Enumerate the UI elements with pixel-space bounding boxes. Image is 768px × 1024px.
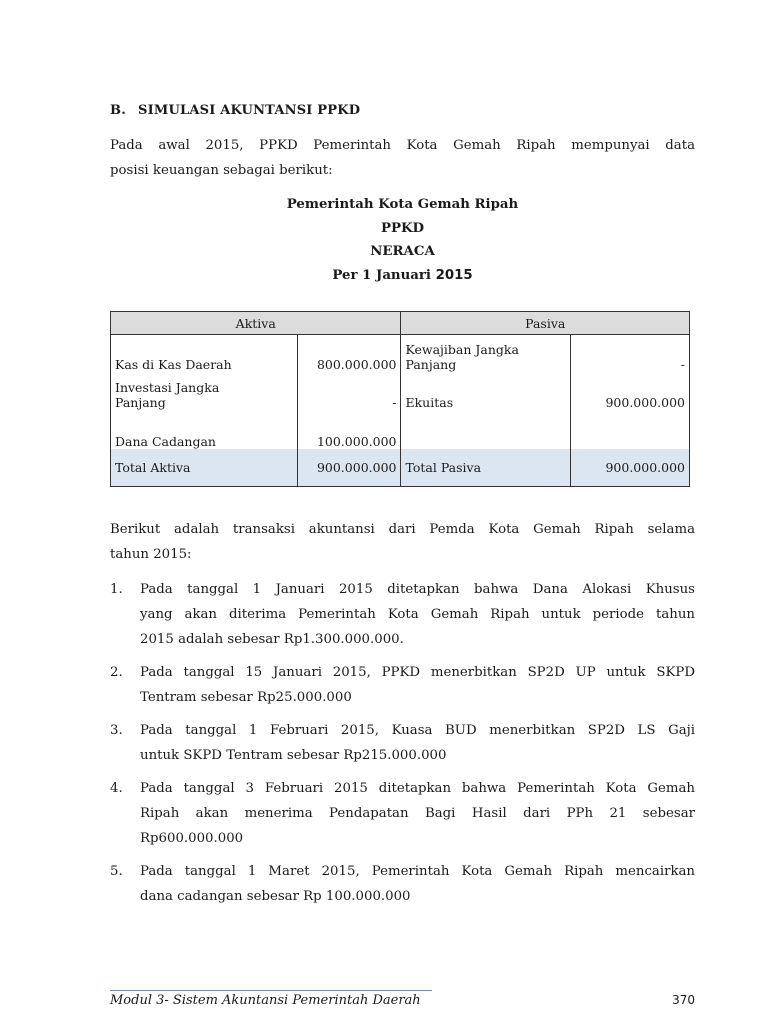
list-line: untuk SKPD Tentram sebesar Rp215.000.000 [140, 748, 447, 763]
aktiva-label-line: Investasi Jangka [115, 380, 220, 395]
list-line: Pada tanggal 3 Februari 2015 ditetapkan bahwa Pemerintah Kota Gemah [140, 781, 695, 796]
statement-date-year: 2015 [435, 267, 473, 283]
section-letter: B. [110, 103, 126, 118]
page-number: 370 [672, 993, 695, 1007]
aktiva-value: 100.000.000 [298, 410, 401, 449]
list-item [110, 660, 695, 710]
statement-unit: PPKD [380, 220, 425, 236]
transactions-intro-line: Berikut adalah transaksi akuntansi dari Pemda Kota Gemah Ripah selama [110, 522, 695, 537]
pasiva-value: 900.000.000 [570, 372, 689, 410]
aktiva-value: 800.000.000 [298, 335, 401, 373]
list-line: Pada tanggal 1 Februari 2015, Kuasa BUD menerbitkan SP2D LS Gaji [140, 723, 695, 738]
total-pasiva-label: Total Pasiva [401, 449, 570, 487]
statement-name: NERACA [370, 244, 435, 259]
section-title: SIMULASI AKUNTANSI PPKD [138, 103, 361, 118]
statement-date-prefix: Per 1 Januari [332, 267, 436, 283]
intro-line: Pada awal 2015, PPKD Pemerintah Kota Gemah Ripah mempunyai data [110, 138, 695, 153]
list-line: Rp600.000.000 [140, 831, 244, 846]
pasiva-label [401, 335, 570, 373]
list-line: yang akan diterima Pemerintah Kota Gemah Ripah untuk periode tahun [140, 607, 695, 622]
header-pasiva: Pasiva [401, 312, 690, 335]
list-number: 2. [110, 665, 123, 680]
list-line: Pada tanggal 15 Januari 2015, PPKD menerbitkan SP2D UP untuk SKPD [140, 665, 695, 680]
list-line: Pada tanggal 1 Januari 2015 ditetapkan bahwa Dana Alokasi Khusus [140, 582, 695, 597]
pasiva-value: - [570, 335, 689, 373]
total-aktiva-label: Total Aktiva [111, 449, 298, 487]
transactions-intro [110, 517, 695, 567]
list-number: 5. [110, 864, 123, 879]
pasiva-label-line: Kewajiban Jangka [405, 342, 519, 357]
footer-divider [110, 990, 432, 991]
list-line: 2015 adalah sebesar Rp1.300.000.000. [140, 632, 404, 647]
intro-paragraph [110, 133, 695, 183]
table-row [111, 410, 690, 449]
list-number: 1. [110, 582, 123, 597]
list-line: dana cadangan sebesar Rp 100.000.000 [140, 889, 411, 904]
transactions-list [110, 577, 695, 917]
section-heading [110, 103, 360, 118]
table-row [111, 372, 690, 410]
pasiva-label-line: Panjang [405, 357, 457, 372]
aktiva-label-line: Panjang [115, 395, 166, 410]
balance-sheet-table [110, 311, 690, 487]
statement-title [110, 193, 695, 287]
table-header-row [111, 312, 690, 335]
statement-entity: Pemerintah Kota Gemah Ripah [286, 197, 519, 212]
pasiva-label [401, 410, 570, 449]
list-item [110, 718, 695, 768]
pasiva-value [570, 410, 689, 449]
list-number: 3. [110, 723, 123, 738]
header-aktiva: Aktiva [111, 312, 401, 335]
list-item [110, 776, 695, 851]
list-line: Pada tanggal 1 Maret 2015, Pemerintah Kota Gemah Ripah mencairkan [140, 864, 695, 879]
total-pasiva-value: 900.000.000 [570, 449, 689, 487]
statement-date [110, 264, 695, 288]
list-line: Ripah akan menerima Pendapatan Bagi Hasil dari PPh 21 sebesar [140, 806, 695, 821]
aktiva-value: - [298, 372, 401, 410]
footer-module-title: Modul 3- Sistem Akuntansi Pemerintah Daerah [110, 993, 421, 1008]
list-line: Tentram sebesar Rp25.000.000 [140, 690, 352, 705]
aktiva-label [111, 372, 298, 410]
table-row [111, 335, 690, 373]
pasiva-label: Ekuitas [401, 372, 570, 410]
intro-line: posisi keuangan sebagai berikut: [110, 163, 333, 178]
list-item [110, 577, 695, 652]
list-number: 4. [110, 781, 123, 796]
aktiva-label: Dana Cadangan [111, 410, 298, 449]
transactions-intro-line: tahun 2015: [110, 547, 192, 562]
total-aktiva-value: 900.000.000 [298, 449, 401, 487]
aktiva-label: Kas di Kas Daerah [111, 335, 298, 373]
list-item [110, 859, 695, 909]
table-total-row [111, 449, 690, 487]
